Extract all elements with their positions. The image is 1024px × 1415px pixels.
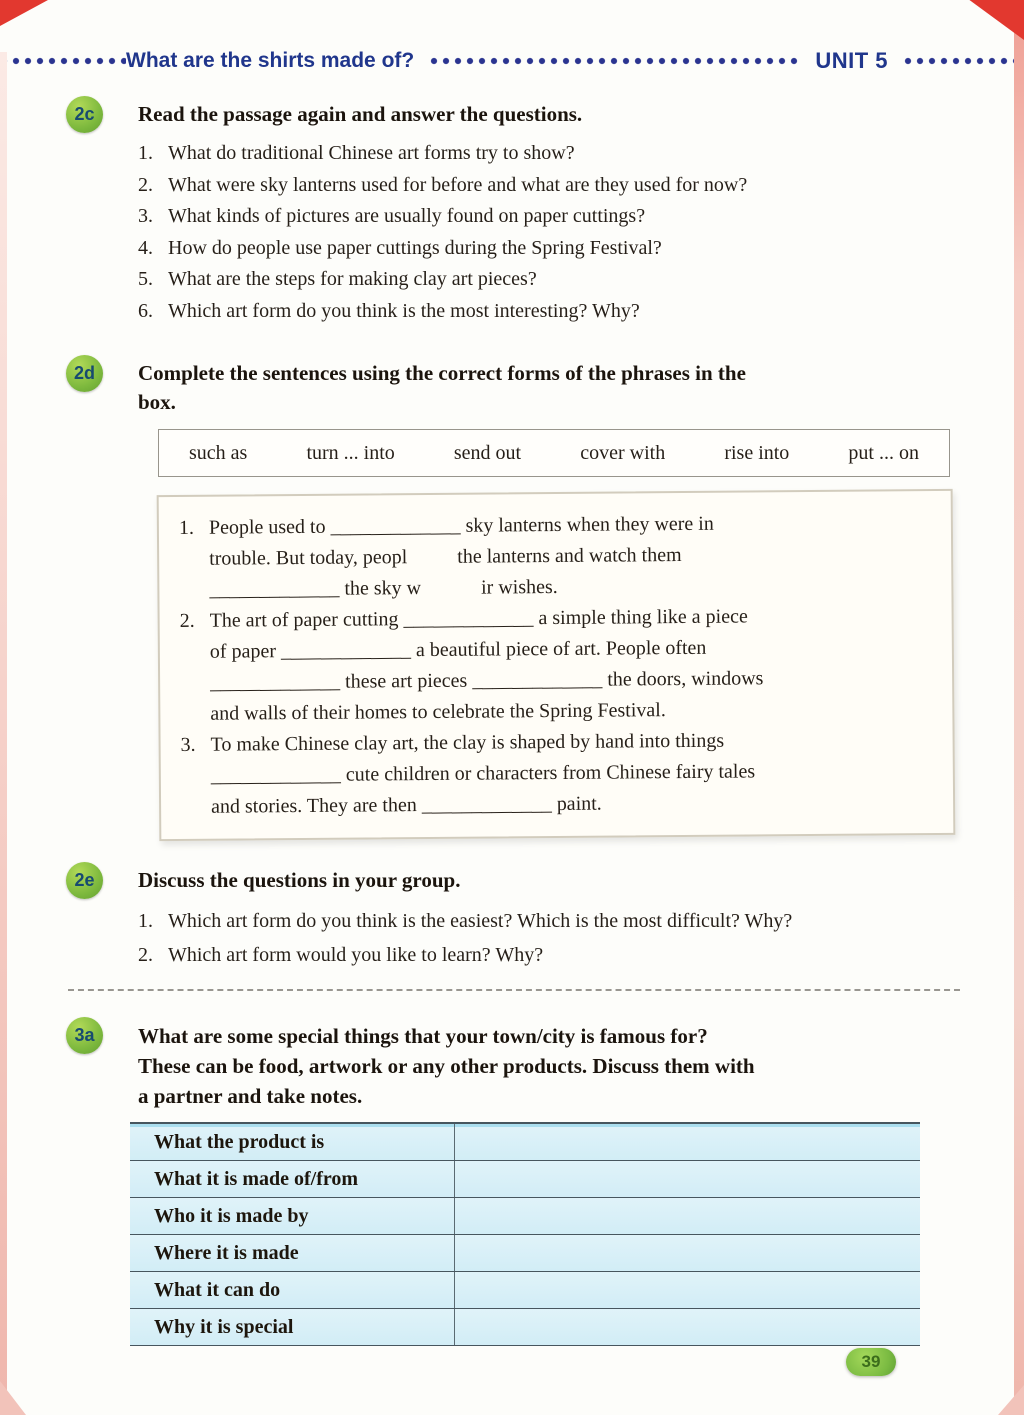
heading-line: box. bbox=[138, 390, 176, 414]
exercise-number: 3. bbox=[180, 733, 196, 756]
section-badge-2e: 2e bbox=[66, 862, 103, 899]
section-2c-heading: Read the passage again and answer the questions. bbox=[138, 102, 583, 126]
question-number: 6. bbox=[138, 299, 153, 322]
phrase-item: cover with bbox=[580, 442, 666, 464]
section-2c bbox=[0, 100, 1024, 327]
exercise-item bbox=[180, 600, 931, 730]
question-text: Which art form would you like to learn? Why? bbox=[168, 944, 544, 966]
exercise-text bbox=[210, 601, 764, 729]
question-item bbox=[138, 138, 962, 170]
exercise-line: and walls of their homes to celebrate the Spring Festival. bbox=[210, 699, 666, 725]
question-text: What are the steps for making clay art pieces? bbox=[168, 268, 537, 290]
table-row-label: What it is made of/from bbox=[154, 1167, 359, 1190]
question-text: What were sky lanterns used for before and what are they used for now? bbox=[168, 173, 748, 196]
dot-leader-right bbox=[904, 57, 1024, 65]
table-row bbox=[130, 1197, 920, 1234]
section-2e-questions bbox=[138, 904, 962, 972]
phrase-item: send out bbox=[453, 442, 522, 464]
question-item bbox=[138, 938, 962, 972]
dot-leader-mid bbox=[430, 57, 799, 65]
exercise-line: _____________ these art pieces _____________ the doors, windows bbox=[210, 667, 764, 694]
exercise-line: _____________ the sky w ir wishes. bbox=[209, 575, 558, 601]
question-text: What kinds of pictures are usually found on paper cuttings? bbox=[168, 205, 646, 227]
phrase-item: such as bbox=[189, 442, 248, 464]
heading-line: a partner and take notes. bbox=[138, 1084, 363, 1108]
dashed-divider bbox=[68, 989, 960, 991]
exercise-item bbox=[179, 507, 930, 606]
section-3a-heading bbox=[138, 1021, 962, 1111]
exercise-line: People used to _____________ sky lanterns when they were in bbox=[208, 512, 714, 539]
question-text: Which art form do you think is the easiest? Which is the most difficult? Why? bbox=[168, 910, 793, 932]
question-number: 2. bbox=[138, 173, 153, 196]
section-3a bbox=[0, 1021, 1024, 1346]
table-answer-cell bbox=[454, 1161, 920, 1197]
table-answer-cell bbox=[454, 1235, 920, 1271]
table-row bbox=[130, 1234, 920, 1271]
table-row-label: Why it is special bbox=[154, 1315, 294, 1338]
question-number: 3. bbox=[138, 205, 153, 227]
exercise-line: To make Chinese clay art, the clay is shaped by hand into things bbox=[210, 729, 725, 756]
section-2e-heading: Discuss the questions in your group. bbox=[138, 868, 461, 892]
unit-label: UNIT 5 bbox=[815, 48, 888, 73]
exercise-line: of paper _____________ a beautiful piece of art. People often bbox=[209, 636, 707, 663]
table-row-label: What it can do bbox=[154, 1278, 281, 1301]
table-row bbox=[130, 1308, 920, 1345]
exercise-item bbox=[180, 724, 931, 823]
section-badge-2c: 2c bbox=[66, 96, 103, 133]
question-item bbox=[138, 904, 962, 938]
question-number: 1. bbox=[138, 142, 153, 164]
question-text: What do traditional Chinese art forms try to show? bbox=[168, 142, 575, 164]
section-2c-questions bbox=[138, 138, 962, 327]
page-header-title: What are the shirts made of? bbox=[126, 49, 415, 72]
exercise-text bbox=[210, 725, 755, 822]
phrase-item: put ... on bbox=[848, 442, 919, 464]
scan-edge-left bbox=[0, 52, 7, 1415]
exercise-line: trouble. But today, peopl the lanterns and watch them bbox=[209, 544, 682, 570]
table-answer-cell bbox=[454, 1272, 920, 1308]
page-header bbox=[0, 46, 1024, 76]
question-text: Which art form do you think is the most interesting? Why? bbox=[168, 299, 640, 322]
exercise-number: 1. bbox=[178, 516, 194, 539]
section-2e bbox=[0, 866, 1024, 972]
question-item bbox=[138, 170, 962, 202]
section-2d-heading bbox=[138, 359, 962, 417]
exercise-line: and stories. They are then _____________ paint. bbox=[211, 792, 602, 818]
exercise-line: _____________ cute children or characters from Chinese fairy tales bbox=[210, 760, 756, 787]
notes-table bbox=[130, 1122, 920, 1346]
exercise-number: 2. bbox=[179, 609, 195, 632]
question-text: How do people use paper cuttings during the Spring Festival? bbox=[168, 236, 662, 259]
heading-line: Complete the sentences using the correct forms of the phrases in the bbox=[138, 361, 746, 385]
fill-in-exercise-box bbox=[157, 489, 956, 841]
table-answer-cell bbox=[454, 1124, 920, 1160]
table-row bbox=[130, 1160, 920, 1197]
table-row-label: Who it is made by bbox=[154, 1204, 309, 1227]
question-number: 1. bbox=[138, 910, 153, 932]
section-badge-3a: 3a bbox=[66, 1017, 103, 1054]
phrase-item: rise into bbox=[724, 442, 790, 464]
table-row-label: What the product is bbox=[154, 1130, 325, 1153]
exercise-text bbox=[209, 509, 715, 606]
dot-leader-left bbox=[0, 57, 126, 65]
section-2d bbox=[0, 359, 1024, 838]
question-item bbox=[138, 233, 962, 265]
page-number-badge: 39 bbox=[846, 1348, 896, 1376]
question-number: 4. bbox=[138, 236, 153, 259]
question-number: 5. bbox=[138, 268, 153, 290]
scan-corner-top-left bbox=[0, 0, 48, 26]
table-answer-cell bbox=[454, 1198, 920, 1234]
table-answer-cell bbox=[454, 1309, 920, 1345]
phrase-bank-box bbox=[158, 429, 950, 477]
phrase-item: turn ... into bbox=[306, 442, 395, 464]
scan-edge-right bbox=[1014, 0, 1024, 1415]
exercise-line: The art of paper cutting _____________ a simple thing like a piece bbox=[209, 605, 748, 632]
table-row bbox=[130, 1271, 920, 1308]
section-badge-2d: 2d bbox=[66, 355, 103, 392]
question-item bbox=[138, 201, 962, 233]
heading-line: These can be food, artwork or any other products. Discuss them with bbox=[138, 1054, 755, 1078]
question-item bbox=[138, 264, 962, 296]
heading-line: What are some special things that your town/city is famous for? bbox=[138, 1024, 708, 1048]
table-row bbox=[130, 1122, 920, 1160]
question-number: 2. bbox=[138, 944, 153, 966]
question-item bbox=[138, 296, 962, 328]
table-row-label: Where it is made bbox=[154, 1241, 299, 1264]
